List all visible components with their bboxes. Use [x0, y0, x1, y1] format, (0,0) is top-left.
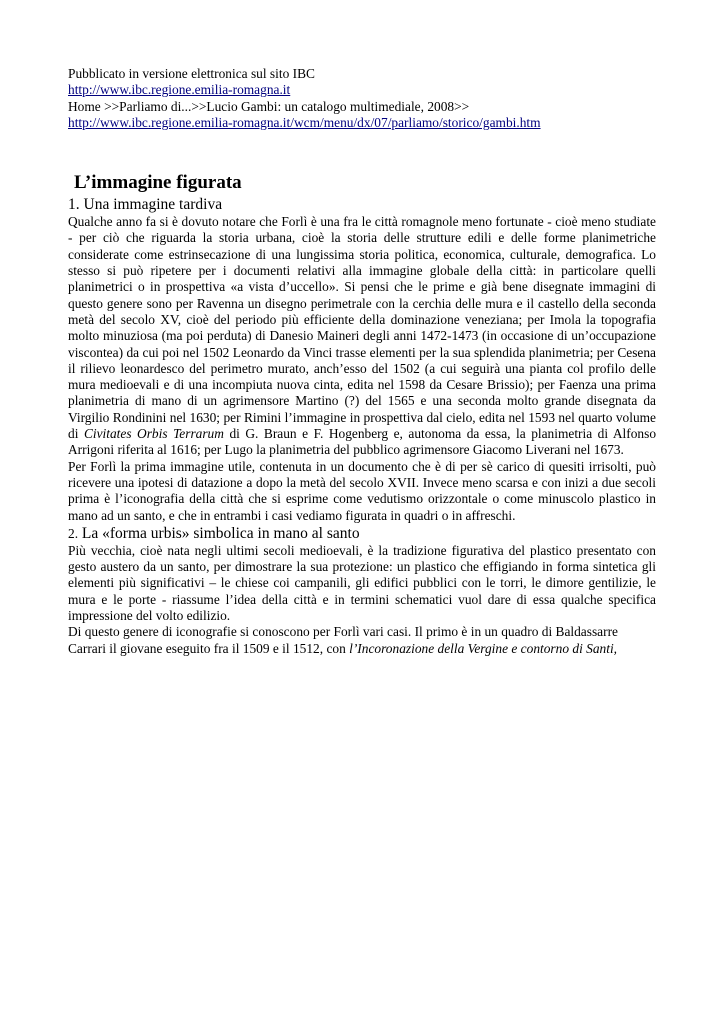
ibc-site-link[interactable]: http://www.ibc.regione.emilia-romagna.it [68, 82, 291, 98]
section-2-heading: 2. La «forma urbis» simbolica in mano al santo [68, 524, 360, 542]
publication-note: Pubblicato in versione elettronica sul sito IBC [68, 66, 315, 81]
section-1-paragraph-2: Per Forlì la prima immagine utile, contenuta in un documento che è di per sè carico di quesiti irrisolti, può ricevere una ipotesi di datazione a dopo la metà del secolo XVII. Invece meno scarsa e con inizi a due secoli prima è l’iconografia della città che si esprime come vedutismo orizzontale o come minuscolo plastico in mano ad un santo, e che in entrambi i casi vediamo figurata in quadri o in affreschi. [68, 458, 656, 523]
publication-header [68, 66, 656, 131]
section-2 [68, 524, 656, 657]
section-1-heading: 1. Una immagine tardiva [68, 196, 223, 214]
section-2-paragraph-2: Di questo genere di iconografie si conoscono per Forlì vari casi. Il primo è in un quadro di Baldassarre Carrari il giovane eseguito fra il 1509 e il 1512, con l’Incoronazione della Vergine e contorno di Santi, [68, 624, 618, 656]
section-1 [68, 195, 656, 524]
gambi-page-link[interactable]: http://www.ibc.regione.emilia-romagna.it/wcm/menu/dx/07/parliamo/storico/gambi.htm [68, 114, 541, 130]
breadcrumb: Home >>Parliamo di...>>Lucio Gambi: un catalogo multimediale, 2008>> [68, 98, 470, 114]
page-title: L’immagine figurata [74, 172, 242, 194]
section-1-paragraph-1: Qualche anno fa si è dovuto notare che Forlì è una fra le città romagnole meno fortunate - cioè meno studiate - per ciò che riguarda la storia urbana, cioè la storia delle strutture edili e delle forme planimetriche considerate come estrinsecazione di una lungissima storia politica, economica, culturale, demografica. Lo stesso si può ripetere per i documenti relativi alla immagine globale della città: in particolare quelli planimetrici o in prospettiva «a vista d’uccello». Si pensi che le prime e già bene disegnate immagini di questo genere sono per Ravenna un disegno perimetrale con la cerchia delle mura e il castello della seconda metà del secolo XV, cioè del periodo più efficiente della dominazione veneziana; per Imola la topografia molto minuziosa (ma poi perduta) di Danesio Maineri degli anni 1472-1473 (in occasione di un’occupazione viscontea) da cui poi nel 1502 Leonardo da Vinci trasse elementi per la sua splendida planimetria; per Cesena il rilievo leonardesco del perimetro murato, anch’esso del 1502 (a cui seguirà una pianta col profilo delle mura medioevali e di una incompiuta nuova cinta, edita nel 1598 da Cesare Brissio); per Faenza una prima planimetria di mano di un agrimensore Martino (?) del 1565 e una seconda molto grande disegnata da Virgilio Rondinini nel 1630; per Rimini l’immagine in prospettiva dal cielo, edita nel 1593 nel quarto volume di Civitates Orbis Terrarum di G. Braun e F. Hogenberg e, autonoma da essa, la planimetria di Alfonso Arrigoni riferita al 1616; per Lugo la planimetria del pubblico agrimensore Giacomo Liverani nel 1673. [68, 214, 657, 458]
section-2-paragraph-1: Più vecchia, cioè nata negli ultimi secoli medioevali, è la tradizione figurativa del plastico presentato con gesto austero da un santo, per dimostrare la sua protezione: un plastico che effigiando in forma sintetica gli elementi più significativi – le chiese coi campanili, gli edifici pubblici con le torri, le dimore gentilizie, le mura e le porte - riassume l’idea della città e in termini schematici vuol dare di essa qualche specifica impressione del volto edilizio. [68, 542, 656, 624]
document-page [68, 66, 656, 657]
